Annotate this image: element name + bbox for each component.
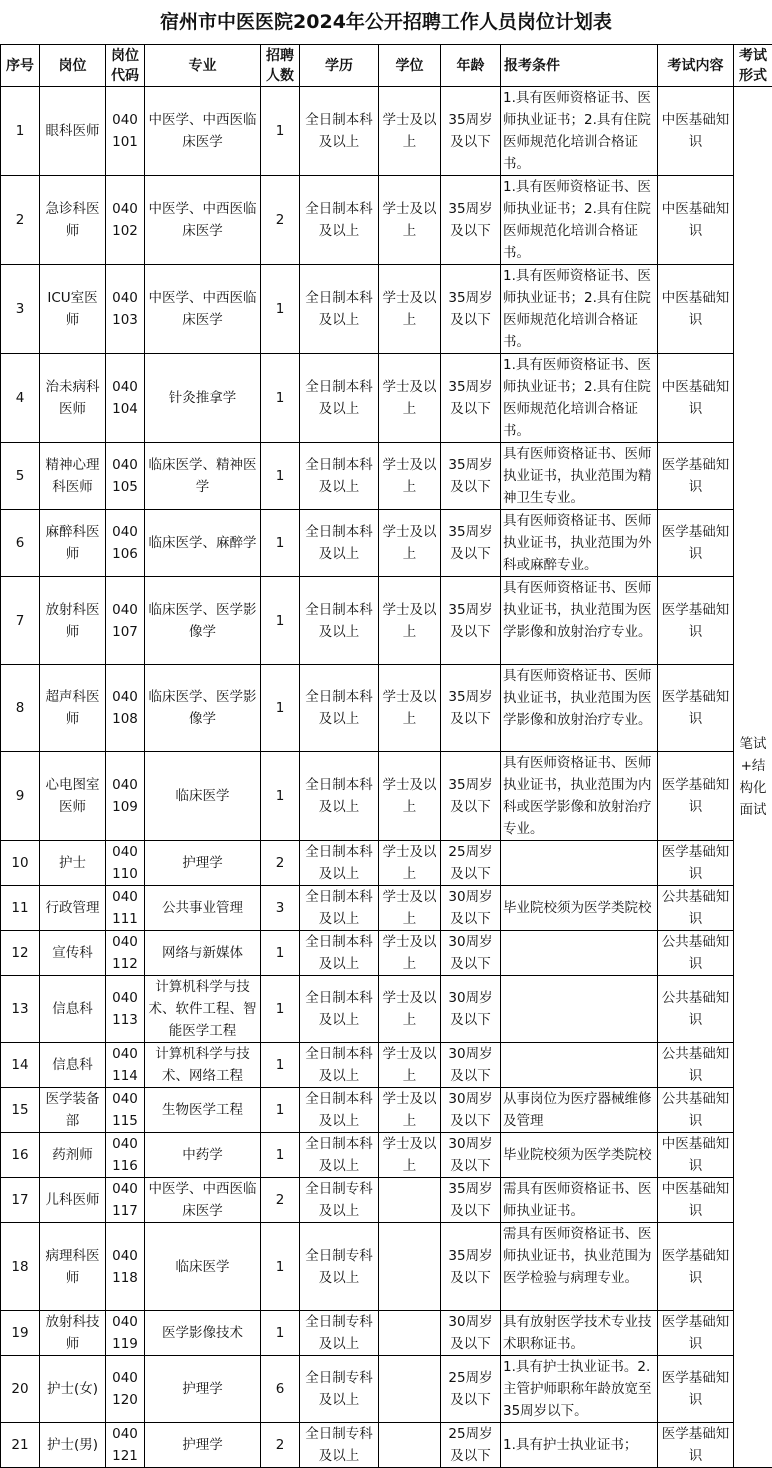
row-code: 040115 [106, 1088, 145, 1133]
row-count: 3 [261, 886, 300, 931]
row-no: 14 [1, 1043, 40, 1088]
row-age: 30周岁及以下 [441, 976, 501, 1043]
row-count: 1 [261, 577, 300, 665]
row-no: 8 [1, 665, 40, 752]
row-exam-content: 医学基础知识 [658, 1423, 734, 1468]
row-post: 麻醉科医师 [40, 510, 106, 577]
row-age: 30周岁及以下 [441, 1311, 501, 1356]
row-post: 药剂师 [40, 1133, 106, 1178]
header-exam-content: 考试内容 [658, 45, 734, 87]
row-conditions: 需具有医师资格证书、医师执业证书。 [501, 1178, 658, 1223]
row-conditions [501, 841, 658, 886]
row-post: 信息科 [40, 976, 106, 1043]
row-no: 10 [1, 841, 40, 886]
row-major: 临床医学、精神医学 [145, 443, 261, 510]
row-no: 11 [1, 886, 40, 931]
row-exam-content: 医学基础知识 [658, 443, 734, 510]
row-code: 040112 [106, 931, 145, 976]
table-row [1, 1311, 772, 1356]
table-row [1, 752, 772, 841]
header-count: 招聘人数 [261, 45, 300, 87]
row-exam-content: 医学基础知识 [658, 1356, 734, 1423]
row-education: 全日制本科及以上 [300, 87, 379, 176]
table-row [1, 1356, 772, 1423]
row-no: 3 [1, 265, 40, 354]
row-code: 040116 [106, 1133, 145, 1178]
row-degree [379, 1223, 441, 1311]
row-age: 35周岁及以下 [441, 87, 501, 176]
row-exam-content: 公共基础知识 [658, 931, 734, 976]
row-code: 040106 [106, 510, 145, 577]
row-exam-content: 公共基础知识 [658, 1043, 734, 1088]
row-no: 6 [1, 510, 40, 577]
row-age: 30周岁及以下 [441, 1088, 501, 1133]
row-post: 精神心理科医师 [40, 443, 106, 510]
table-row [1, 886, 772, 931]
row-education: 全日制本科及以上 [300, 510, 379, 577]
row-conditions [501, 976, 658, 1043]
row-major: 中医学、中西医临床医学 [145, 176, 261, 265]
row-count: 1 [261, 87, 300, 176]
row-post: 病理科医师 [40, 1223, 106, 1311]
row-degree [379, 1423, 441, 1468]
row-exam-content: 医学基础知识 [658, 510, 734, 577]
row-code: 040121 [106, 1423, 145, 1468]
row-count: 1 [261, 665, 300, 752]
row-post: 急诊科医师 [40, 176, 106, 265]
row-degree: 学士及以上 [379, 886, 441, 931]
row-no: 5 [1, 443, 40, 510]
row-age: 35周岁及以下 [441, 665, 501, 752]
row-major: 计算机科学与技术、软件工程、智能医学工程 [145, 976, 261, 1043]
row-major: 中医学、中西医临床医学 [145, 1178, 261, 1223]
row-exam-content: 医学基础知识 [658, 665, 734, 752]
row-education: 全日制本科及以上 [300, 841, 379, 886]
row-no: 1 [1, 87, 40, 176]
recruitment-table [0, 44, 772, 1468]
row-exam-content: 中医基础知识 [658, 1133, 734, 1178]
table-row [1, 1223, 772, 1311]
header-education: 学历 [300, 45, 379, 87]
row-post: ICU室医师 [40, 265, 106, 354]
row-education: 全日制本科及以上 [300, 1133, 379, 1178]
row-conditions: 具有医师资格证书、医师执业证书，执业范围为外科或麻醉专业。 [501, 510, 658, 577]
row-major: 中医学、中西医临床医学 [145, 265, 261, 354]
row-exam-content: 医学基础知识 [658, 1223, 734, 1311]
row-education: 全日制本科及以上 [300, 886, 379, 931]
row-post: 儿科医师 [40, 1178, 106, 1223]
row-degree: 学士及以上 [379, 176, 441, 265]
row-degree: 学士及以上 [379, 510, 441, 577]
table-row [1, 1088, 772, 1133]
exam-form-cell: 笔试+结构化面试 [734, 87, 772, 1468]
row-code: 040107 [106, 577, 145, 665]
row-post: 心电图室医师 [40, 752, 106, 841]
row-conditions: 毕业院校须为医学类院校 [501, 1133, 658, 1178]
row-conditions: 1.具有护士执业证书。2.主管护师职称年龄放宽至35周岁以下。 [501, 1356, 658, 1423]
row-major: 中药学 [145, 1133, 261, 1178]
row-code: 040108 [106, 665, 145, 752]
row-no: 20 [1, 1356, 40, 1423]
header-conditions: 报考条件 [501, 45, 658, 87]
table-row [1, 665, 772, 752]
row-major: 临床医学、麻醉学 [145, 510, 261, 577]
row-education: 全日制专科及以上 [300, 1178, 379, 1223]
row-exam-content: 公共基础知识 [658, 976, 734, 1043]
table-row [1, 1043, 772, 1088]
row-conditions: 具有医师资格证书、医师执业证书，执业范围为内科或医学影像和放射治疗专业。 [501, 752, 658, 841]
row-age: 30周岁及以下 [441, 886, 501, 931]
header-no: 序号 [1, 45, 40, 87]
table-row [1, 931, 772, 976]
row-no: 15 [1, 1088, 40, 1133]
row-count: 2 [261, 1178, 300, 1223]
row-conditions: 具有医师资格证书、医师执业证书，执业范围为医学影像和放射治疗专业。 [501, 665, 658, 752]
header-code: 岗位代码 [106, 45, 145, 87]
row-no: 13 [1, 976, 40, 1043]
row-no: 17 [1, 1178, 40, 1223]
header-age: 年龄 [441, 45, 501, 87]
row-education: 全日制专科及以上 [300, 1311, 379, 1356]
row-education: 全日制本科及以上 [300, 752, 379, 841]
row-code: 040111 [106, 886, 145, 931]
row-no: 9 [1, 752, 40, 841]
row-count: 1 [261, 1043, 300, 1088]
table-row [1, 577, 772, 665]
row-degree: 学士及以上 [379, 1133, 441, 1178]
row-code: 040119 [106, 1311, 145, 1356]
header-degree: 学位 [379, 45, 441, 87]
row-education: 全日制本科及以上 [300, 665, 379, 752]
row-major: 护理学 [145, 1423, 261, 1468]
row-education: 全日制本科及以上 [300, 976, 379, 1043]
row-exam-content: 医学基础知识 [658, 1311, 734, 1356]
row-count: 1 [261, 976, 300, 1043]
row-count: 1 [261, 510, 300, 577]
row-major: 护理学 [145, 841, 261, 886]
row-major: 生物医学工程 [145, 1088, 261, 1133]
row-education: 全日制本科及以上 [300, 1088, 379, 1133]
row-no: 2 [1, 176, 40, 265]
table-row [1, 841, 772, 886]
row-age: 35周岁及以下 [441, 354, 501, 443]
row-degree: 学士及以上 [379, 354, 441, 443]
row-conditions: 具有医师资格证书、医师执业证书，执业范围为医学影像和放射治疗专业。 [501, 577, 658, 665]
row-age: 30周岁及以下 [441, 1133, 501, 1178]
row-age: 35周岁及以下 [441, 176, 501, 265]
row-degree [379, 1311, 441, 1356]
row-count: 1 [261, 1133, 300, 1178]
row-degree: 学士及以上 [379, 1043, 441, 1088]
row-code: 040120 [106, 1356, 145, 1423]
row-exam-content: 公共基础知识 [658, 886, 734, 931]
row-conditions: 需具有医师资格证书、医师执业证书，执业范围为医学检验与病理专业。 [501, 1223, 658, 1311]
row-age: 25周岁及以下 [441, 1423, 501, 1468]
row-education: 全日制专科及以上 [300, 1356, 379, 1423]
row-degree: 学士及以上 [379, 1088, 441, 1133]
row-major: 中医学、中西医临床医学 [145, 87, 261, 176]
row-degree: 学士及以上 [379, 87, 441, 176]
row-age: 35周岁及以下 [441, 1178, 501, 1223]
row-major: 针灸推拿学 [145, 354, 261, 443]
row-conditions: 具有放射医学技术专业技术职称证书。 [501, 1311, 658, 1356]
row-conditions: 从事岗位为医疗器械维修及管理 [501, 1088, 658, 1133]
row-exam-content: 中医基础知识 [658, 265, 734, 354]
table-row [1, 1178, 772, 1223]
row-age: 35周岁及以下 [441, 265, 501, 354]
row-degree: 学士及以上 [379, 577, 441, 665]
row-major: 计算机科学与技术、网络工程 [145, 1043, 261, 1088]
row-post: 治未病科医师 [40, 354, 106, 443]
row-post: 行政管理 [40, 886, 106, 931]
row-no: 18 [1, 1223, 40, 1311]
row-exam-content: 医学基础知识 [658, 577, 734, 665]
table-row [1, 1133, 772, 1178]
header-major: 专业 [145, 45, 261, 87]
row-education: 全日制专科及以上 [300, 1423, 379, 1468]
row-post: 眼科医师 [40, 87, 106, 176]
row-exam-content: 中医基础知识 [658, 354, 734, 443]
row-count: 6 [261, 1356, 300, 1423]
header-post: 岗位 [40, 45, 106, 87]
row-post: 超声科医师 [40, 665, 106, 752]
row-major: 临床医学 [145, 752, 261, 841]
table-row [1, 87, 772, 176]
row-major: 医学影像技术 [145, 1311, 261, 1356]
table-row [1, 265, 772, 354]
row-degree: 学士及以上 [379, 841, 441, 886]
row-code: 040110 [106, 841, 145, 886]
row-code: 040109 [106, 752, 145, 841]
row-post: 护士(男) [40, 1423, 106, 1468]
row-no: 16 [1, 1133, 40, 1178]
row-education: 全日制本科及以上 [300, 265, 379, 354]
row-major: 临床医学、医学影像学 [145, 665, 261, 752]
row-degree: 学士及以上 [379, 665, 441, 752]
row-count: 1 [261, 265, 300, 354]
row-major: 网络与新媒体 [145, 931, 261, 976]
row-exam-content: 医学基础知识 [658, 841, 734, 886]
table-row [1, 354, 772, 443]
row-major: 临床医学 [145, 1223, 261, 1311]
row-code: 040117 [106, 1178, 145, 1223]
row-post: 放射科技师 [40, 1311, 106, 1356]
table-row [1, 176, 772, 265]
table-row [1, 1423, 772, 1468]
row-degree [379, 1356, 441, 1423]
row-code: 040101 [106, 87, 145, 176]
row-conditions: 1.具有护士执业证书； [501, 1423, 658, 1468]
row-age: 35周岁及以下 [441, 752, 501, 841]
row-count: 1 [261, 931, 300, 976]
row-post: 护士(女) [40, 1356, 106, 1423]
row-conditions: 具有医师资格证书、医师执业证书，执业范围为精神卫生专业。 [501, 443, 658, 510]
row-degree: 学士及以上 [379, 752, 441, 841]
row-age: 30周岁及以下 [441, 1043, 501, 1088]
header-row [1, 45, 772, 87]
row-code: 040105 [106, 443, 145, 510]
row-conditions: 1.具有医师资格证书、医师执业证书；2.具有住院医师规范化培训合格证书。 [501, 354, 658, 443]
row-count: 2 [261, 1423, 300, 1468]
row-no: 12 [1, 931, 40, 976]
row-code: 040103 [106, 265, 145, 354]
row-degree: 学士及以上 [379, 931, 441, 976]
row-no: 19 [1, 1311, 40, 1356]
row-education: 全日制本科及以上 [300, 176, 379, 265]
row-age: 35周岁及以下 [441, 577, 501, 665]
row-age: 35周岁及以下 [441, 443, 501, 510]
row-conditions: 1.具有医师资格证书、医师执业证书；2.具有住院医师规范化培训合格证书。 [501, 265, 658, 354]
row-count: 1 [261, 1311, 300, 1356]
row-education: 全日制本科及以上 [300, 1043, 379, 1088]
row-age: 35周岁及以下 [441, 1223, 501, 1311]
row-degree: 学士及以上 [379, 443, 441, 510]
row-post: 放射科医师 [40, 577, 106, 665]
row-count: 1 [261, 443, 300, 510]
row-conditions [501, 931, 658, 976]
row-exam-content: 中医基础知识 [658, 176, 734, 265]
row-post: 护士 [40, 841, 106, 886]
table-row [1, 976, 772, 1043]
row-count: 1 [261, 1088, 300, 1133]
table-row [1, 443, 772, 510]
row-exam-content: 医学基础知识 [658, 752, 734, 841]
row-degree: 学士及以上 [379, 976, 441, 1043]
row-post: 宣传科 [40, 931, 106, 976]
row-post: 信息科 [40, 1043, 106, 1088]
row-major: 公共事业管理 [145, 886, 261, 931]
row-code: 040114 [106, 1043, 145, 1088]
row-conditions: 毕业院校须为医学类院校 [501, 886, 658, 931]
row-education: 全日制本科及以上 [300, 354, 379, 443]
row-age: 25周岁及以下 [441, 1356, 501, 1423]
row-code: 040113 [106, 976, 145, 1043]
row-degree [379, 1178, 441, 1223]
row-age: 25周岁及以下 [441, 841, 501, 886]
row-major: 护理学 [145, 1356, 261, 1423]
row-code: 040102 [106, 176, 145, 265]
row-code: 040104 [106, 354, 145, 443]
row-major: 临床医学、医学影像学 [145, 577, 261, 665]
row-age: 30周岁及以下 [441, 931, 501, 976]
row-conditions [501, 1043, 658, 1088]
table-row [1, 510, 772, 577]
row-post: 医学装备部 [40, 1088, 106, 1133]
row-education: 全日制本科及以上 [300, 931, 379, 976]
row-age: 35周岁及以下 [441, 510, 501, 577]
row-education: 全日制本科及以上 [300, 443, 379, 510]
row-count: 2 [261, 841, 300, 886]
row-degree: 学士及以上 [379, 265, 441, 354]
row-count: 1 [261, 354, 300, 443]
row-education: 全日制本科及以上 [300, 577, 379, 665]
header-exam-form: 考试形式 [734, 45, 772, 87]
row-no: 21 [1, 1423, 40, 1468]
row-conditions: 1.具有医师资格证书、医师执业证书；2.具有住院医师规范化培训合格证书。 [501, 87, 658, 176]
row-no: 4 [1, 354, 40, 443]
row-count: 1 [261, 1223, 300, 1311]
row-exam-content: 公共基础知识 [658, 1088, 734, 1133]
row-count: 2 [261, 176, 300, 265]
row-exam-content: 中医基础知识 [658, 1178, 734, 1223]
row-no: 7 [1, 577, 40, 665]
page-title: 宿州市中医医院2024年公开招聘工作人员岗位计划表 [0, 0, 772, 44]
row-count: 1 [261, 752, 300, 841]
row-code: 040118 [106, 1223, 145, 1311]
row-exam-content: 中医基础知识 [658, 87, 734, 176]
row-conditions: 1.具有医师资格证书、医师执业证书；2.具有住院医师规范化培训合格证书。 [501, 176, 658, 265]
row-education: 全日制专科及以上 [300, 1223, 379, 1311]
